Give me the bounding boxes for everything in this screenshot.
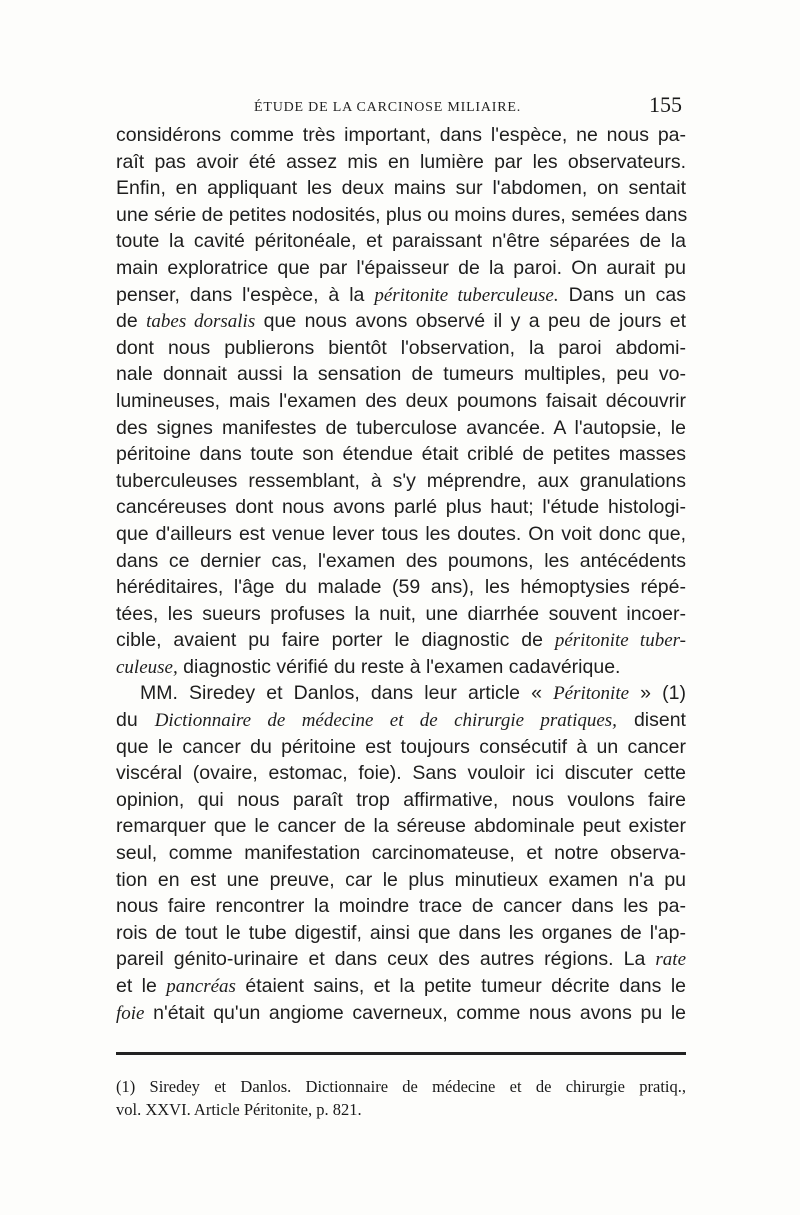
- text-line: [116, 946, 686, 973]
- text-line: opinion, qui nous paraît trop affirmative, nous voulons faire: [116, 788, 686, 811]
- text-line: rois de tout le tube digestif, ainsi que dans les organes de l'ap-: [116, 921, 686, 944]
- text-segment: cible, avaient pu faire porter le diagnostic de: [116, 629, 543, 652]
- text-line: viscéral (ovaire, estomac, foie). Sans vouloir ici discuter cette: [116, 762, 686, 785]
- running-title: ÉTUDE DE LA CARCINOSE MILIAIRE.: [254, 100, 522, 115]
- text-line: [116, 282, 686, 309]
- page-number: 155: [649, 92, 682, 117]
- text-segment: disent: [633, 709, 686, 732]
- text-line: dont nous publierons bientôt l'observation, la paroi abdomi-: [116, 336, 686, 359]
- italic-term: Dictionnaire de médecine et de chirurgie pratiques,: [154, 710, 617, 732]
- text-segment: étaient sains, et la petite tumeur décrite dans le: [245, 975, 687, 997]
- italic-term: foie: [116, 1002, 145, 1024]
- text-line: tuberculeuses ressemblant, à s'y méprendre, aux granulations: [116, 469, 686, 492]
- text-line: [116, 1000, 686, 1027]
- text-line: péritoine dans toute son étendue était criblé de petites masses: [116, 443, 686, 466]
- text-line: tion en est une preuve, car le plus minutieux examen n'a pu: [116, 868, 686, 891]
- text-line: [116, 654, 686, 681]
- text-line: nale donnait aussi la sensation de tumeurs multiples, peu vo-: [116, 363, 686, 386]
- italic-term: Péritonite: [553, 683, 630, 705]
- text-line: tées, les sueurs profuses la nuit, une diarrhée souvent incoer-: [116, 602, 686, 625]
- text-segment: diagnostic vérifié du reste à l'examen cadavérique.: [183, 655, 621, 678]
- footnote-rule: [116, 1052, 686, 1055]
- text-line: raît pas avoir été assez mis en lumière par les observateurs.: [116, 150, 686, 173]
- text-line: [116, 308, 686, 335]
- text-segment: et le: [116, 975, 157, 997]
- footnote-line: vol. XXVI. Article Péritonite, p. 821.: [116, 1100, 362, 1119]
- running-head: [116, 92, 684, 118]
- italic-term: culeuse,: [116, 656, 178, 678]
- text-segment: n'était qu'un angiome caverneux, comme nous avons pu le: [153, 1001, 687, 1024]
- text-line: une série de petites nodosités, plus ou moins dures, semées dans: [116, 203, 688, 226]
- text-line: que d'ailleurs est venue lever tous les doutes. On voit donc que,: [116, 522, 686, 545]
- text-segment: penser, dans l'espèce, à la: [116, 283, 365, 306]
- italic-term: tabes dorsalis: [146, 311, 256, 333]
- text-segment: Dans un cas: [568, 283, 687, 306]
- text-line: [116, 707, 686, 734]
- text-segment: MM. Siredey et Danlos, dans leur article «: [140, 682, 542, 705]
- italic-term: pancréas: [166, 976, 236, 997]
- text-line: remarquer que le cancer de la séreuse abdominale peut exister: [116, 815, 686, 838]
- italic-term: rate: [655, 949, 686, 971]
- text-segment: de: [116, 310, 138, 333]
- text-segment: que nous avons observé il y a peu de jours et: [263, 310, 686, 333]
- text-line: dans ce dernier cas, l'examen des poumons, les antécédents: [116, 549, 686, 572]
- text-line: lumineuses, mais l'examen des deux poumons faisait découvrir: [116, 389, 686, 412]
- text-line: main exploratrice que par l'épaisseur de la paroi. On aurait pu: [116, 256, 686, 279]
- text-line: seul, comme manifestation carcinomateuse, et notre observa-: [116, 842, 686, 865]
- text-line: nous faire rencontrer la moindre trace de cancer dans les pa-: [116, 895, 686, 918]
- text-line: héréditaires, l'âge du malade (59 ans), les hémoptysies répé-: [116, 576, 686, 599]
- text-segment: pareil génito-urinaire et dans ceux des autres régions. La: [116, 948, 646, 971]
- footnote-line: (1) Siredey et Danlos. Dictionnaire de médecine et de chirurgie pratiq.,: [116, 1077, 686, 1096]
- text-line: [116, 680, 686, 707]
- text-segment: » (1): [640, 682, 686, 705]
- text-line: [116, 627, 686, 654]
- footnote: [116, 1075, 686, 1121]
- text-line: Enfin, en appliquant les deux mains sur l'abdomen, on sentait: [116, 177, 686, 200]
- text-line: des signes manifestes de tuberculose avancée. A l'autopsie, le: [116, 416, 686, 439]
- text-line: toute la cavité péritonéale, et paraissant n'être séparées de la: [116, 230, 686, 253]
- text-line: cancéreuses dont nous avons parlé plus haut; l'étude histologi-: [116, 496, 686, 519]
- text-line: [116, 973, 686, 1000]
- italic-term: péritonite tuber-: [554, 630, 686, 652]
- text-segment: du: [116, 709, 138, 732]
- italic-term: péritonite tuberculeuse.: [374, 284, 559, 306]
- text-line: que le cancer du péritoine est toujours consécutif à un cancer: [116, 735, 686, 758]
- body-text: [116, 122, 686, 1026]
- text-line: considérons comme très important, dans l'espèce, ne nous pa-: [116, 124, 686, 146]
